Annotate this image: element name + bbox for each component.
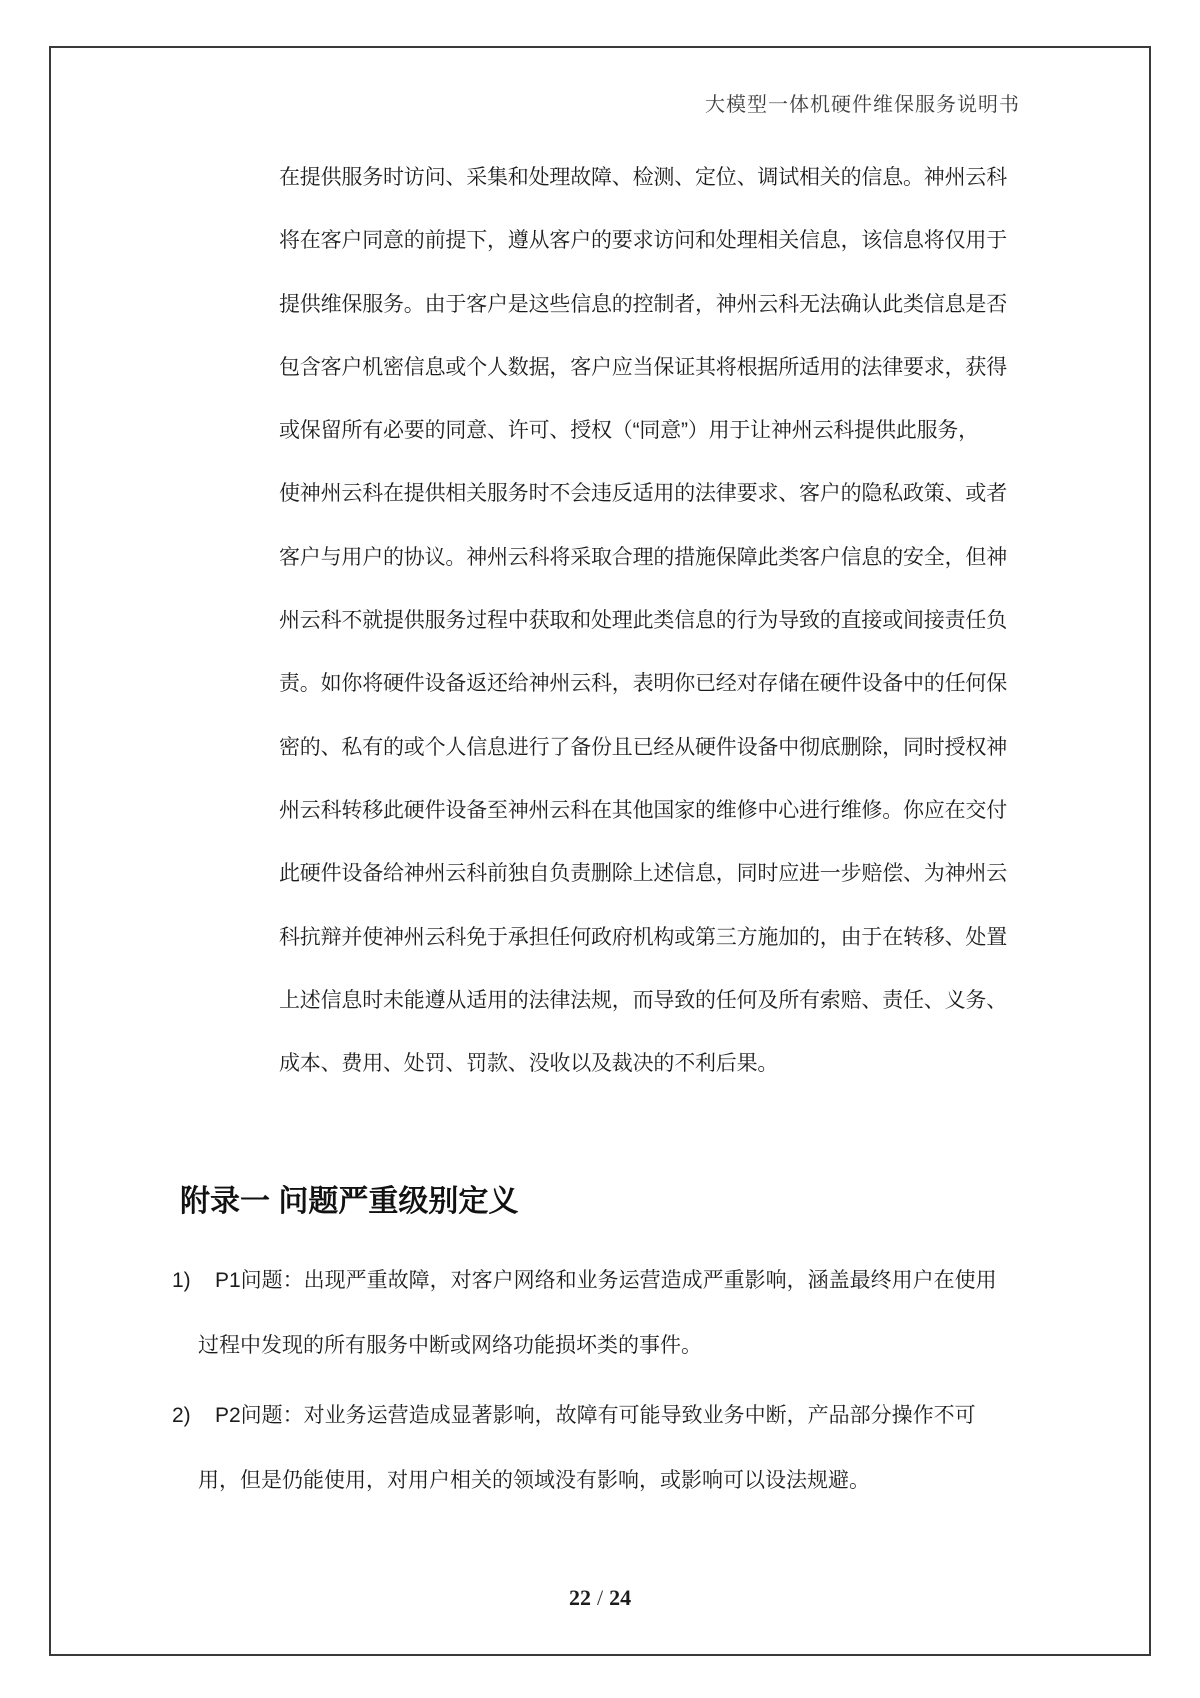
current-page-number: 22 [568,1585,591,1610]
list-item-line [172,1383,1052,1448]
paragraph-line: 提供维保服务。由于客户是这些信息的控制者，神州云科无法确认此类信息是否 [279,292,1007,316]
document-header-title: 大模型一体机硬件维保服务说明书 [705,94,1020,116]
page-number [0,1585,1200,1611]
severity-item-p1 [172,1248,1052,1378]
paragraph-line: 客户与用户的协议。神州云科将采取合理的措施保障此类客户信息的安全，但神 [279,545,1007,569]
list-item-number: 2) [172,1404,191,1427]
severity-item-p2 [172,1383,1052,1513]
total-page-number: 24 [609,1585,632,1610]
page-number-separator: / [596,1585,604,1610]
paragraph-line: 或保留所有必要的同意、许可、授权（“同意”）用于让神州云科提供此服务， [279,419,979,443]
privacy-terms-paragraph [279,146,1019,1095]
paragraph-line: 州云科不就提供服务过程中获取和处理此类信息的行为导致的直接或间接责任负 [279,609,1007,633]
list-item-line: 用，但是仍能使用，对用户相关的领域没有影响，或影响可以设法规避。 [198,1469,870,1492]
paragraph-line: 使神州云科在提供相关服务时不会违反适用的法律要求、客户的隐私政策、或者 [279,482,1007,506]
paragraph-line: 上述信息时未能遵从适用的法律法规，而导致的任何及所有索赔、责任、义务、 [279,988,1007,1012]
paragraph-line: 密的、私有的或个人信息进行了备份且已经从硬件设备中彻底删除，同时授权神 [279,735,1007,759]
list-item-number: 1) [172,1269,191,1292]
paragraph-line: 包含客户机密信息或个人数据，客户应当保证其将根据所适用的法律要求，获得 [279,355,1007,379]
paragraph-line: 成本、费用、处罚、罚款、没收以及裁决的不利后果。 [279,1052,779,1076]
paragraph-line: 将在客户同意的前提下，遵从客户的要求访问和处理相关信息，该信息将仅用于 [279,229,1007,253]
paragraph-line: 州云科转移此硬件设备至神州云科在其他国家的维修中心进行维修。你应在交付 [279,798,1007,822]
list-item-line [172,1248,1052,1313]
list-item-line: 过程中发现的所有服务中断或网络功能损坏类的事件。 [198,1334,702,1357]
paragraph-line: 在提供服务时访问、采集和处理故障、检测、定位、调试相关的信息。神州云科 [279,166,1007,189]
appendix-one-heading: 附录一 问题严重级别定义 [180,1185,519,1218]
paragraph-line: 责。如你将硬件设备返还给神州云科，表明你已经对存储在硬件设备中的任何保 [279,672,1007,696]
list-item-text: P1问题：出现严重故障，对客户网络和业务运营造成严重影响，涵盖最终用户在使用 [215,1269,997,1292]
list-item-text: P2问题：对业务运营造成显著影响，故障有可能导致业务中断，产品部分操作不可 [215,1404,976,1427]
paragraph-line: 此硬件设备给神州云科前独自负责删除上述信息，同时应进一步赔偿、为神州云 [279,862,1007,886]
paragraph-line: 科抗辩并使神州云科免于承担任何政府机构或第三方施加的，由于在转移、处置 [279,925,1007,949]
severity-definition-list [172,1248,1052,1513]
